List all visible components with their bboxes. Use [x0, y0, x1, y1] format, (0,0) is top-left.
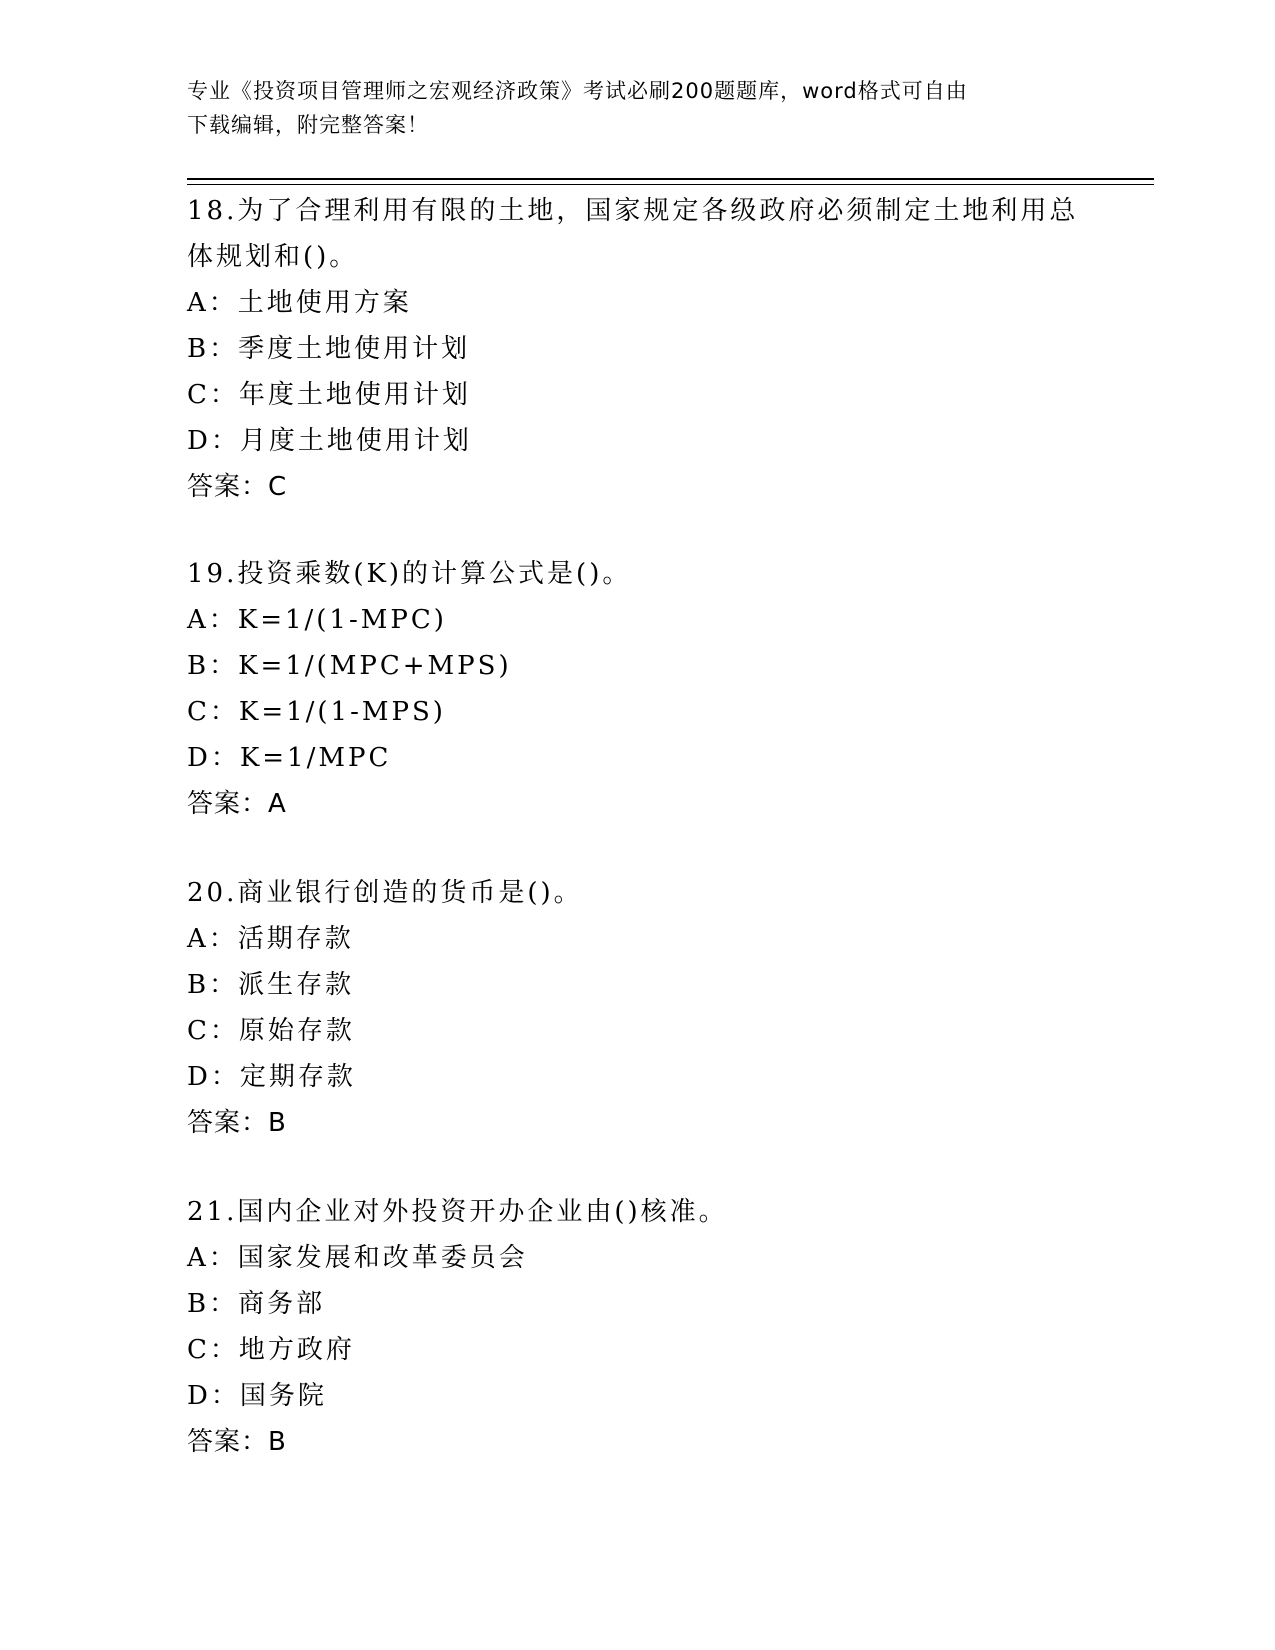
option-c: C：原始存款: [187, 1016, 355, 1046]
option-d: D：国务院: [187, 1381, 327, 1411]
option-b: B：商务部: [187, 1289, 326, 1319]
option-b: B：K=1/(MPC+MPS): [187, 651, 512, 681]
answer: 答案：B: [187, 1108, 287, 1138]
option-a: A：活期存款: [187, 924, 354, 954]
question-20: [187, 870, 1087, 1146]
option-a: A：国家发展和改革委员会: [187, 1243, 528, 1273]
option-a: A：K=1/(1-MPC): [187, 605, 447, 635]
option-c: C：地方政府: [187, 1335, 355, 1365]
question-stem-line-2: 体规划和()。: [187, 242, 359, 272]
question-21: [187, 1189, 1087, 1465]
option-c: C：年度土地使用计划: [187, 380, 471, 410]
header-divider-thick: [187, 178, 1154, 180]
option-b: B：派生存款: [187, 970, 355, 1000]
question-stem-line-1: 21.国内企业对外投资开办企业由()核准。: [187, 1197, 728, 1227]
question-stem-line-1: 20.商业银行创造的货币是()。: [187, 878, 583, 908]
option-d: D：定期存款: [187, 1062, 356, 1092]
header-divider-thin: [187, 184, 1154, 185]
question-19: [187, 551, 1087, 827]
question-stem-line-1: 18.为了合理利用有限的土地，国家规定各级政府必须制定土地利用总: [187, 196, 1079, 226]
header-line-1: 专业《投资项目管理师之宏观经济政策》考试必刷200题题库，word格式可自由: [187, 79, 968, 103]
option-a: A：土地使用方案: [187, 288, 412, 318]
header-line-2: 下载编辑，附完整答案！: [187, 113, 429, 137]
question-stem-line-1: 19.投资乘数(K)的计算公式是()。: [187, 559, 632, 589]
answer: 答案：A: [187, 789, 287, 819]
option-d: D：K=1/MPC: [187, 743, 392, 773]
option-d: D：月度土地使用计划: [187, 426, 472, 456]
document-header: [187, 74, 1067, 142]
question-18: [187, 188, 1087, 510]
answer: 答案：C: [187, 472, 288, 502]
option-b: B：季度土地使用计划: [187, 334, 471, 364]
option-c: C：K=1/(1-MPS): [187, 697, 446, 727]
answer: 答案：B: [187, 1427, 287, 1457]
